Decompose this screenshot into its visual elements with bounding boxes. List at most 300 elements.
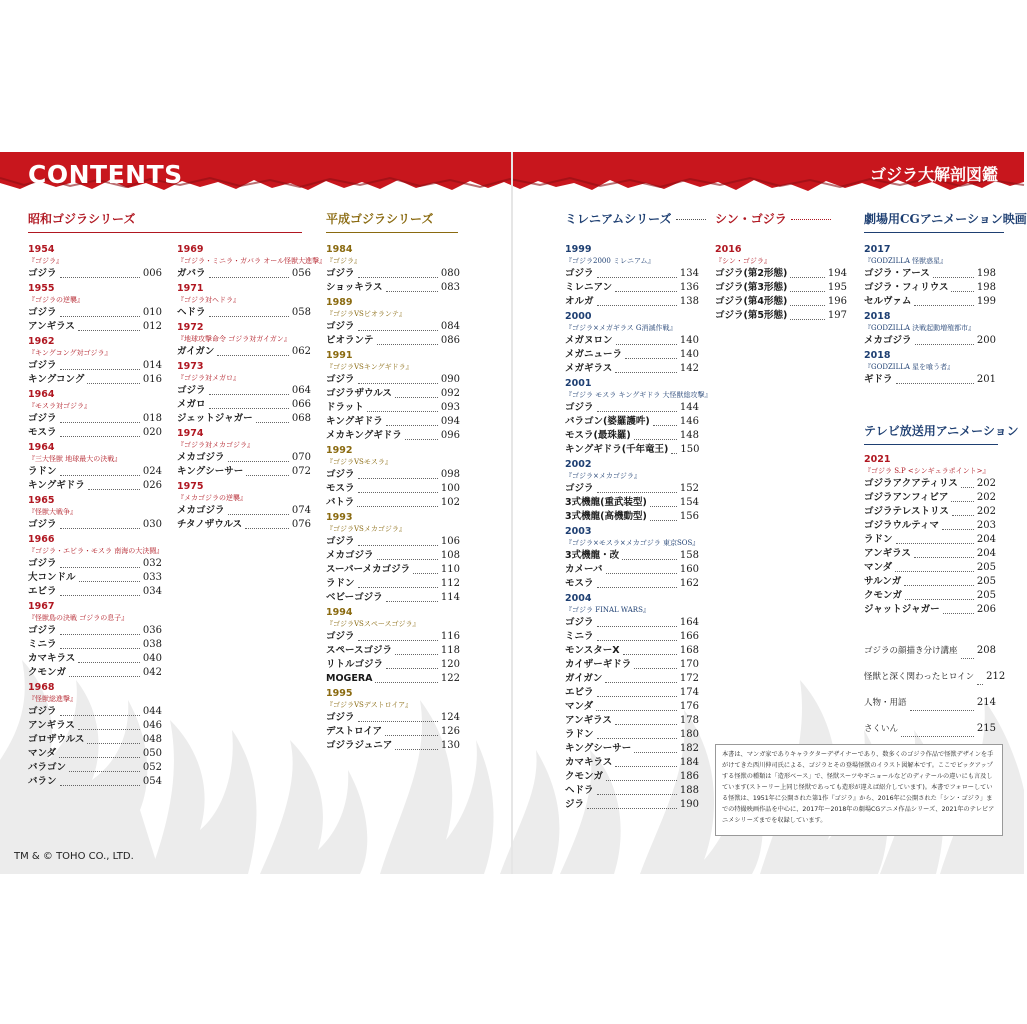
- toc-entry[interactable]: [326, 591, 460, 605]
- page-number: 076: [291, 519, 311, 530]
- monster-name: ジャットジャガー: [864, 604, 940, 615]
- toc-entry[interactable]: [565, 549, 699, 563]
- leader-dots: [60, 785, 140, 786]
- leader-dots: [951, 501, 974, 502]
- leader-dots: [896, 383, 974, 384]
- toc-entry[interactable]: [326, 658, 460, 672]
- page-number: 195: [827, 282, 847, 293]
- film-title: 『ゴジラVSキングギドラ』: [326, 363, 413, 371]
- page-number: 197: [827, 310, 847, 321]
- toc-entry[interactable]: [28, 267, 162, 281]
- toc-entry[interactable]: [28, 465, 162, 479]
- leader-dots: [597, 794, 677, 795]
- toc-entry[interactable]: [28, 557, 162, 571]
- monster-name: メガロ: [177, 399, 206, 410]
- leader-dots: [69, 676, 140, 677]
- page-number: 014: [142, 360, 162, 371]
- series-dotted-rule: [791, 219, 831, 220]
- toc-entry[interactable]: [326, 496, 460, 510]
- monster-name: ゴジラ: [326, 536, 355, 547]
- monster-name: 大コンドル: [28, 572, 76, 583]
- toc-entry[interactable]: [565, 616, 699, 630]
- leader-dots: [615, 291, 677, 292]
- toc-entry[interactable]: [864, 547, 996, 561]
- leader-dots: [605, 682, 676, 683]
- intro-note: 本書は、マンガ家でありキャラクターデザイナーであり、数多くのゴジラ作品で怪獣デザインを手がけてきた西川伸司氏による、ゴジラとその登場怪獣のイラスト図解本です。ここでピックアップする怪獣の種類は「造形ベース」で、怪獣スーツやギニョールなどのディテールの違いにも言及しています(ストーリー上同じ怪獣であっても造形が違えば紹介しています)。本書でフォローしている怪獣は、1951年に公開された第1作『ゴジラ』から、2016年に公開された「シン・ゴジラ」までの特撮映画作品を中心に、2017年〜2018年の劇場CGアニメ作品シリーズ、2021年のテレビアニメシリーズまでを収録しています。: [715, 744, 1003, 836]
- monster-name: 3式機龍・改: [565, 550, 620, 561]
- toc-entry[interactable]: [326, 725, 460, 739]
- page-number: 154: [679, 497, 699, 508]
- monster-name: メカゴジラ: [864, 335, 912, 346]
- leader-dots: [228, 461, 289, 462]
- monster-name: ゴジラ(第2形態): [715, 268, 788, 279]
- monster-name: モスラ: [326, 483, 355, 494]
- leader-dots: [87, 383, 140, 384]
- toc-entry[interactable]: [715, 309, 847, 323]
- page-number: 214: [976, 697, 996, 708]
- toc-entry[interactable]: [28, 585, 162, 599]
- page-number: 184: [679, 757, 699, 768]
- monster-name: ミニラ: [28, 639, 57, 650]
- toc-entry[interactable]: [28, 624, 162, 638]
- toc-entry[interactable]: [565, 496, 699, 510]
- leader-dots: [597, 587, 677, 588]
- toc-entry[interactable]: [326, 267, 460, 281]
- page-number: 012: [142, 321, 162, 332]
- toc-entry[interactable]: [326, 644, 460, 658]
- toc-entry[interactable]: [565, 577, 699, 591]
- leader-dots: [650, 506, 677, 507]
- monster-name: ラドン: [28, 466, 57, 477]
- toc-entry[interactable]: [326, 468, 460, 482]
- monster-name: MOGERA: [326, 673, 373, 684]
- film-year: 1975: [177, 481, 204, 492]
- page-number: 160: [679, 564, 699, 575]
- leader-dots: [79, 581, 140, 582]
- toc-entry[interactable]: [28, 373, 162, 387]
- page-number: 198: [976, 268, 996, 279]
- film-title: 『ゴジラ モスラ キングギドラ 大怪獣総攻撃』: [565, 391, 712, 399]
- toc-entry[interactable]: [565, 281, 699, 295]
- toc-entry[interactable]: [565, 510, 699, 524]
- toc-entry[interactable]: [326, 535, 460, 549]
- leader-dots: [78, 662, 140, 663]
- leader-dots: [597, 738, 677, 739]
- page-number: 202: [976, 478, 996, 489]
- monster-name: ゴジラアンフィビア: [864, 492, 949, 503]
- monster-name: ヘドラ: [177, 307, 206, 318]
- monster-name: マンダ: [864, 562, 893, 573]
- toc-entry[interactable]: [177, 451, 311, 465]
- page-number: 182: [679, 743, 699, 754]
- toc-entry[interactable]: [864, 533, 996, 547]
- section-name: さくいん: [864, 724, 899, 734]
- page-number: 006: [142, 268, 162, 279]
- page-number: 215: [976, 723, 996, 734]
- leader-dots: [914, 305, 974, 306]
- monster-name: ガイガン: [565, 673, 603, 684]
- page-number: 116: [440, 631, 460, 642]
- page-number: 054: [142, 776, 162, 787]
- toc-entry[interactable]: [326, 373, 460, 387]
- toc-entry[interactable]: [864, 267, 996, 281]
- leader-dots: [386, 601, 438, 602]
- film-year: 1984: [326, 244, 353, 255]
- toc-entry[interactable]: [326, 630, 460, 644]
- toc-entry[interactable]: [565, 443, 699, 457]
- page-number: 064: [291, 385, 311, 396]
- monster-name: アンギラス: [864, 548, 911, 559]
- toc-entry-misc[interactable]: [864, 640, 996, 662]
- page-number: 100: [440, 483, 460, 494]
- leader-dots: [395, 397, 438, 398]
- film-year: 1964: [28, 389, 55, 400]
- monster-name: ガイガン: [177, 346, 215, 357]
- toc-entry[interactable]: [28, 747, 162, 761]
- page-number: 083: [440, 282, 460, 293]
- toc-entry[interactable]: [864, 589, 996, 603]
- toc-entry[interactable]: [326, 549, 460, 563]
- page-number: 040: [142, 653, 162, 664]
- page-number: 102: [440, 497, 460, 508]
- page-number: 164: [679, 617, 699, 628]
- monster-name: メガヌロン: [565, 335, 613, 346]
- leader-dots: [405, 439, 438, 440]
- toc-entry[interactable]: [864, 281, 996, 295]
- film-year: 1967: [28, 601, 55, 612]
- page-number: 056: [291, 268, 311, 279]
- toc-entry[interactable]: [177, 306, 311, 320]
- page-number: 030: [142, 519, 162, 530]
- film-year: 1964: [28, 442, 55, 453]
- leader-dots: [623, 654, 677, 655]
- toc-entry[interactable]: [28, 733, 162, 747]
- page-number: 199: [976, 296, 996, 307]
- toc-entry[interactable]: [864, 491, 996, 505]
- film-title: 『ゴジラ S.P <シンギュラポイント>』: [864, 467, 990, 475]
- leader-dots: [395, 749, 438, 750]
- leader-dots: [386, 291, 438, 292]
- series-label: ミレニアムシリーズ: [565, 212, 672, 226]
- toc-entry[interactable]: [177, 398, 311, 412]
- page-number: 112: [440, 578, 460, 589]
- film-year: 1969: [177, 244, 204, 255]
- leader-dots: [60, 634, 140, 635]
- toc-entry[interactable]: [28, 518, 162, 532]
- monster-name: ゴジラ: [326, 469, 355, 480]
- toc-entry[interactable]: [565, 348, 699, 362]
- monster-name: オルガ: [565, 296, 594, 307]
- toc-entry[interactable]: [28, 666, 162, 680]
- toc-entry[interactable]: [565, 700, 699, 714]
- leader-dots: [60, 422, 140, 423]
- toc-entry[interactable]: [565, 401, 699, 415]
- toc-entry[interactable]: [177, 384, 311, 398]
- page-number: 120: [440, 659, 460, 670]
- monster-name: ゴジラ: [565, 483, 594, 494]
- film-title: 『怪獣大戦争』: [28, 508, 77, 516]
- toc-entry[interactable]: [565, 415, 699, 429]
- toc-entry[interactable]: [177, 345, 311, 359]
- page-number: 170: [679, 659, 699, 670]
- toc-entry[interactable]: [565, 784, 699, 798]
- leader-dots: [88, 489, 140, 490]
- toc-entry[interactable]: [565, 362, 699, 376]
- toc-entry[interactable]: [565, 742, 699, 756]
- monster-name: キングシーサー: [177, 466, 244, 477]
- toc-entry[interactable]: [28, 320, 162, 334]
- page-number: 180: [679, 729, 699, 740]
- leader-dots: [385, 735, 438, 736]
- leader-dots: [915, 344, 974, 345]
- page-number: 140: [679, 335, 699, 346]
- toc-entry[interactable]: [28, 412, 162, 426]
- leader-dots: [943, 613, 974, 614]
- film-year: 2004: [565, 593, 592, 604]
- page-number: 108: [440, 550, 460, 561]
- series-heading-anime-film: [864, 210, 1027, 233]
- film-title: 『ゴジラ対メカゴジラ』: [177, 441, 254, 449]
- toc-entry[interactable]: [326, 711, 460, 725]
- leader-dots: [59, 757, 140, 758]
- leader-dots: [358, 721, 438, 722]
- toc-entry[interactable]: [565, 714, 699, 728]
- toc-entry[interactable]: [28, 306, 162, 320]
- toc-entry[interactable]: [326, 320, 460, 334]
- leader-dots: [60, 436, 140, 437]
- leader-dots: [60, 277, 140, 278]
- monster-name: アンギラス: [28, 321, 75, 332]
- toc-entry[interactable]: [565, 770, 699, 784]
- leader-dots: [60, 715, 140, 716]
- leader-dots: [358, 640, 438, 641]
- film-title: 『ゴジラ×メカゴジラ』: [565, 472, 641, 480]
- series-label: 平成ゴジラシリーズ: [326, 212, 434, 226]
- toc-entry[interactable]: [715, 295, 847, 309]
- leader-dots: [60, 595, 140, 596]
- monster-name: キングギドラ: [28, 480, 85, 491]
- toc-entry-misc[interactable]: [864, 666, 1006, 688]
- series-heading-tv-anime: [864, 422, 1019, 445]
- toc-entry[interactable]: [565, 482, 699, 496]
- page-number: 038: [142, 639, 162, 650]
- toc-entry[interactable]: [326, 672, 460, 686]
- page-number: 150: [680, 444, 700, 455]
- monster-name: ラドン: [326, 578, 355, 589]
- film-title: 『ゴジラ×モスラ×メカゴジラ 東京SOS』: [565, 539, 700, 547]
- leader-dots: [615, 766, 677, 767]
- toc-entry[interactable]: [565, 267, 699, 281]
- toc-entry[interactable]: [864, 373, 996, 387]
- series-heading-showa: [28, 210, 302, 233]
- toc-entry[interactable]: [864, 519, 996, 533]
- monster-name: スーパーメカゴジラ: [326, 564, 411, 575]
- toc-entry[interactable]: [565, 630, 699, 644]
- toc-entry[interactable]: [28, 761, 162, 775]
- leader-dots: [615, 372, 677, 373]
- toc-entry[interactable]: [565, 334, 699, 348]
- film-title: 『ゴジラ・エビラ・モスラ 南海の大決闘』: [28, 547, 164, 555]
- contents-title: CONTENTS: [28, 160, 183, 189]
- toc-entry[interactable]: [565, 798, 699, 812]
- monster-name: ゴジラ: [326, 321, 355, 332]
- toc-entry[interactable]: [326, 415, 460, 429]
- monster-name: スペースゴジラ: [326, 645, 393, 656]
- page-number: 110: [440, 564, 460, 575]
- toc-entry[interactable]: [28, 775, 162, 789]
- toc-entry[interactable]: [28, 359, 162, 373]
- leader-dots: [622, 559, 677, 560]
- toc-entry[interactable]: [864, 603, 996, 617]
- toc-entry-misc[interactable]: [864, 718, 996, 740]
- toc-entry[interactable]: [864, 561, 996, 575]
- leader-dots: [358, 545, 438, 546]
- leader-dots: [60, 475, 140, 476]
- toc-entry[interactable]: [565, 644, 699, 658]
- monster-name: ゴジラ: [565, 617, 594, 628]
- monster-name: ゴジラ: [326, 374, 355, 385]
- toc-entry[interactable]: [565, 563, 699, 577]
- monster-name: キングシーサー: [565, 743, 632, 754]
- leader-dots: [358, 330, 438, 331]
- leader-dots: [209, 316, 289, 317]
- toc-entry[interactable]: [177, 518, 311, 532]
- toc-entry[interactable]: [715, 267, 847, 281]
- page-number: 096: [440, 430, 460, 441]
- toc-entry[interactable]: [864, 295, 996, 309]
- toc-entry[interactable]: [326, 334, 460, 348]
- toc-entry[interactable]: [565, 672, 699, 686]
- toc-entry[interactable]: [715, 281, 847, 295]
- monster-name: ゴジラ: [326, 712, 355, 723]
- toc-entry[interactable]: [565, 728, 699, 742]
- page-number: 018: [142, 413, 162, 424]
- toc-entry[interactable]: [28, 571, 162, 585]
- leader-dots: [597, 492, 677, 493]
- monster-name: ゴジラ(第3形態): [715, 282, 788, 293]
- toc-entry[interactable]: [177, 504, 311, 518]
- toc-entry[interactable]: [177, 412, 311, 426]
- monster-name: ゴジラ: [565, 402, 594, 413]
- monster-name: ゴジラテレストリス: [864, 506, 949, 517]
- toc-entry[interactable]: [326, 577, 460, 591]
- leader-dots: [386, 425, 438, 426]
- leader-dots: [952, 515, 974, 516]
- toc-entry[interactable]: [177, 465, 311, 479]
- film-year: 1973: [177, 361, 204, 372]
- film-title: 『ゴジラVSスペースゴジラ』: [326, 620, 420, 628]
- toc-entry[interactable]: [177, 267, 311, 281]
- film-year: 1954: [28, 244, 55, 255]
- section-name: ゴジラの顔描き分け講座: [864, 646, 958, 656]
- toc-entry[interactable]: [864, 334, 996, 348]
- monster-name: ゴジラジュニア: [326, 740, 393, 751]
- leader-dots: [386, 668, 438, 669]
- film-title: 『GODZILLA 決戦起動増殖都市』: [864, 324, 976, 332]
- toc-entry[interactable]: [28, 638, 162, 652]
- monster-name: ゴジラアクアティリス: [864, 478, 958, 489]
- page-number: 048: [142, 734, 162, 745]
- monster-name: モスラ: [565, 578, 594, 589]
- monster-name: ゴジラ: [28, 558, 57, 569]
- toc-entry[interactable]: [28, 652, 162, 666]
- toc-entry[interactable]: [28, 426, 162, 440]
- film-title: 『キングコング対ゴジラ』: [28, 349, 112, 357]
- page-number: 070: [291, 452, 311, 463]
- toc-entry[interactable]: [326, 563, 460, 577]
- monster-name: ゴジラザウルス: [326, 388, 392, 399]
- toc-entry[interactable]: [326, 739, 460, 753]
- monster-name: クモンガ: [28, 667, 67, 678]
- monster-name: ゴジラ: [177, 385, 206, 396]
- toc-entry[interactable]: [565, 295, 699, 309]
- leader-dots: [395, 654, 438, 655]
- monster-name: バラゴン: [28, 762, 67, 773]
- leader-dots: [597, 305, 677, 306]
- toc-entry[interactable]: [565, 756, 699, 770]
- leader-dots: [358, 492, 438, 493]
- page-number: 050: [142, 748, 162, 759]
- monster-name: カマキラス: [565, 757, 613, 768]
- film-year: 1965: [28, 495, 55, 506]
- series-rule: [326, 232, 458, 233]
- toc-entry[interactable]: [864, 477, 996, 491]
- copyright: TM & © TOHO CO., LTD.: [14, 851, 134, 862]
- book-title: ゴジラ大解剖図鑑: [869, 165, 998, 184]
- toc-entry[interactable]: [28, 719, 162, 733]
- toc-entry[interactable]: [326, 281, 460, 295]
- column-shin: [715, 242, 847, 323]
- monster-name: ゴジラ(第5形態): [715, 310, 788, 321]
- film-title: 『ゴジラ対ヘドラ』: [177, 296, 240, 304]
- leader-dots: [60, 369, 140, 370]
- toc-entry[interactable]: [565, 686, 699, 700]
- toc-entry[interactable]: [326, 482, 460, 496]
- monster-name: メカキングギドラ: [326, 430, 402, 441]
- film-title: 『GODZILLA 怪獣惑星』: [864, 257, 948, 265]
- toc-entry[interactable]: [28, 705, 162, 719]
- leader-dots: [951, 291, 973, 292]
- toc-entry[interactable]: [565, 429, 699, 443]
- film-year: 2001: [565, 378, 592, 389]
- page-number: 212: [986, 671, 1006, 682]
- toc-entry[interactable]: [326, 401, 460, 415]
- toc-entry[interactable]: [28, 479, 162, 493]
- leader-dots: [650, 520, 677, 521]
- film-title: 『ゴジラVSモスラ』: [326, 458, 392, 466]
- film-year: 2017: [864, 244, 891, 255]
- toc-entry[interactable]: [565, 658, 699, 672]
- toc-entry[interactable]: [326, 387, 460, 401]
- page-number: 202: [976, 492, 996, 503]
- film-title: 『ゴジラ』: [28, 257, 63, 265]
- series-dotted-rule: [676, 219, 706, 220]
- page-number: 194: [827, 268, 847, 279]
- toc-entry[interactable]: [864, 575, 996, 589]
- leader-dots: [60, 648, 140, 649]
- film-year: 1974: [177, 428, 204, 439]
- leader-dots: [790, 319, 825, 320]
- leader-dots: [895, 571, 974, 572]
- toc-entry-misc[interactable]: [864, 692, 996, 714]
- toc-entry[interactable]: [864, 505, 996, 519]
- page-number: 205: [976, 576, 996, 587]
- monster-name: メカゴジラ: [177, 452, 225, 463]
- toc-entry[interactable]: [326, 429, 460, 443]
- monster-name: ゴロザウルス: [28, 734, 85, 745]
- film-year: 1989: [326, 297, 353, 308]
- film-year: 1962: [28, 336, 55, 347]
